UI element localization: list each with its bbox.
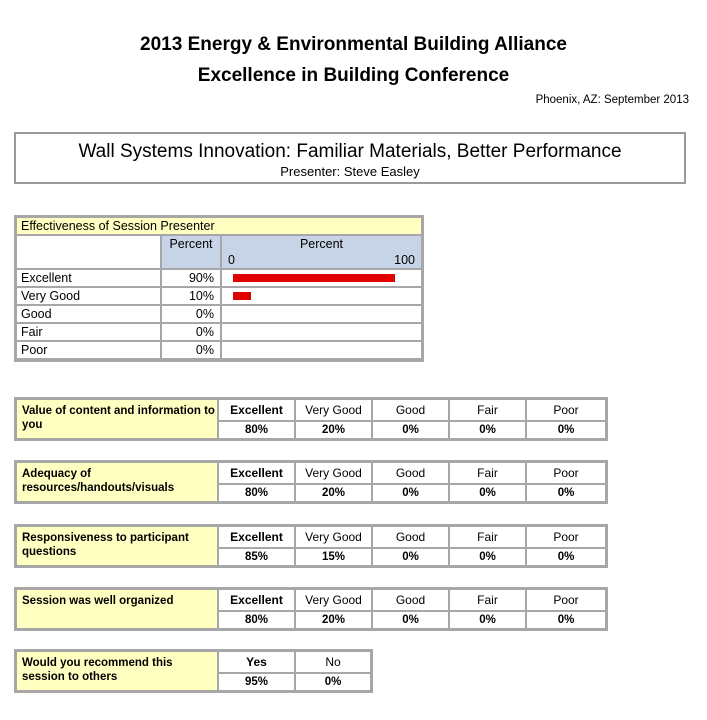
rating-value: 15% — [296, 549, 371, 565]
presenter-row-label: Excellent — [17, 270, 160, 286]
rating-question: Adequacy of resources/handouts/visuals — [17, 463, 217, 501]
rating-value: 0% — [373, 612, 448, 628]
rating-header: Good — [373, 527, 448, 547]
rating-value: 0% — [373, 549, 448, 565]
presenter-row-bar-cell — [222, 288, 421, 304]
rating-header: Poor — [527, 463, 605, 483]
rating-header: Excellent — [219, 400, 294, 420]
chart-column-header — [222, 236, 421, 268]
rating-header: Good — [373, 400, 448, 420]
rating-header: Excellent — [219, 527, 294, 547]
rating-value: 0% — [373, 485, 448, 501]
rating-value: 20% — [296, 422, 371, 438]
rating-value: 80% — [219, 612, 294, 628]
presenter-bar — [233, 274, 395, 282]
rating-question: Responsiveness to participant questions — [17, 527, 217, 565]
rating-header: Fair — [450, 590, 525, 610]
presenter-row-bar-cell — [222, 342, 421, 358]
rating-header: Very Good — [296, 400, 371, 420]
session-presenter: Presenter: Steve Easley — [280, 164, 420, 179]
rating-value: 0% — [373, 422, 448, 438]
conference-title-line1: 2013 Energy & Environmental Building Alliance — [140, 34, 567, 55]
presenter-row-label: Good — [17, 306, 160, 322]
rating-table — [14, 397, 608, 441]
presenter-row-percent: 10% — [162, 288, 220, 304]
rating-header: Good — [373, 590, 448, 610]
rating-value: 20% — [296, 612, 371, 628]
rating-header: Poor — [527, 590, 605, 610]
rating-value: 0% — [527, 422, 605, 438]
presenter-row-label: Fair — [17, 324, 160, 340]
session-box — [14, 132, 686, 184]
recommend-value-no: 0% — [296, 674, 370, 690]
presenter-row-percent: 90% — [162, 270, 220, 286]
presenter-table-title: Effectiveness of Session Presenter — [17, 218, 421, 234]
rating-question: Session was well organized — [17, 590, 217, 628]
rating-header: Very Good — [296, 527, 371, 547]
presenter-row-label: Poor — [17, 342, 160, 358]
rating-header: Excellent — [219, 463, 294, 483]
rating-header: Fair — [450, 400, 525, 420]
recommend-question: Would you recommend this session to others — [17, 652, 217, 690]
location-date: Phoenix, AZ: September 2013 — [535, 94, 689, 106]
rating-header: Poor — [527, 400, 605, 420]
conference-title-line2: Excellence in Building Conference — [197, 65, 510, 86]
session-title: Wall Systems Innovation: Familiar Materials, Better Performance — [78, 141, 622, 162]
recommend-table — [14, 649, 373, 693]
rating-value: 0% — [450, 549, 525, 565]
recommend-value-yes: 95% — [219, 674, 294, 690]
rating-header: Excellent — [219, 590, 294, 610]
rating-value: 85% — [219, 549, 294, 565]
percent-column-header: Percent — [162, 236, 220, 268]
rating-header: Very Good — [296, 463, 371, 483]
rating-value: 0% — [450, 485, 525, 501]
rating-value: 0% — [527, 612, 605, 628]
rating-header: Fair — [450, 463, 525, 483]
recommend-header-yes: Yes — [219, 652, 294, 672]
rating-table — [14, 460, 608, 504]
presenter-row-label: Very Good — [17, 288, 160, 304]
rating-header: Good — [373, 463, 448, 483]
recommend-header-no: No — [296, 652, 370, 672]
rating-header: Poor — [527, 527, 605, 547]
presenter-row-bar-cell — [222, 324, 421, 340]
rating-value: 80% — [219, 422, 294, 438]
rating-header: Fair — [450, 527, 525, 547]
presenter-bar — [233, 292, 251, 300]
chart-header-label: Percent — [299, 237, 344, 251]
axis-min-label: 0 — [228, 253, 235, 267]
rating-question: Value of content and information to you — [17, 400, 217, 438]
presenter-effectiveness-table — [14, 215, 424, 362]
presenter-row-percent: 0% — [162, 342, 220, 358]
presenter-header-blank — [17, 236, 160, 268]
rating-value: 20% — [296, 485, 371, 501]
presenter-row-percent: 0% — [162, 306, 220, 322]
rating-header: Very Good — [296, 590, 371, 610]
rating-value: 0% — [450, 422, 525, 438]
presenter-row-bar-cell — [222, 306, 421, 322]
rating-table — [14, 587, 608, 631]
rating-value: 0% — [527, 485, 605, 501]
rating-value: 80% — [219, 485, 294, 501]
rating-value: 0% — [527, 549, 605, 565]
presenter-row-percent: 0% — [162, 324, 220, 340]
rating-value: 0% — [450, 612, 525, 628]
axis-max-label: 100 — [394, 253, 415, 267]
rating-table — [14, 524, 608, 568]
presenter-row-bar-cell — [222, 270, 421, 286]
